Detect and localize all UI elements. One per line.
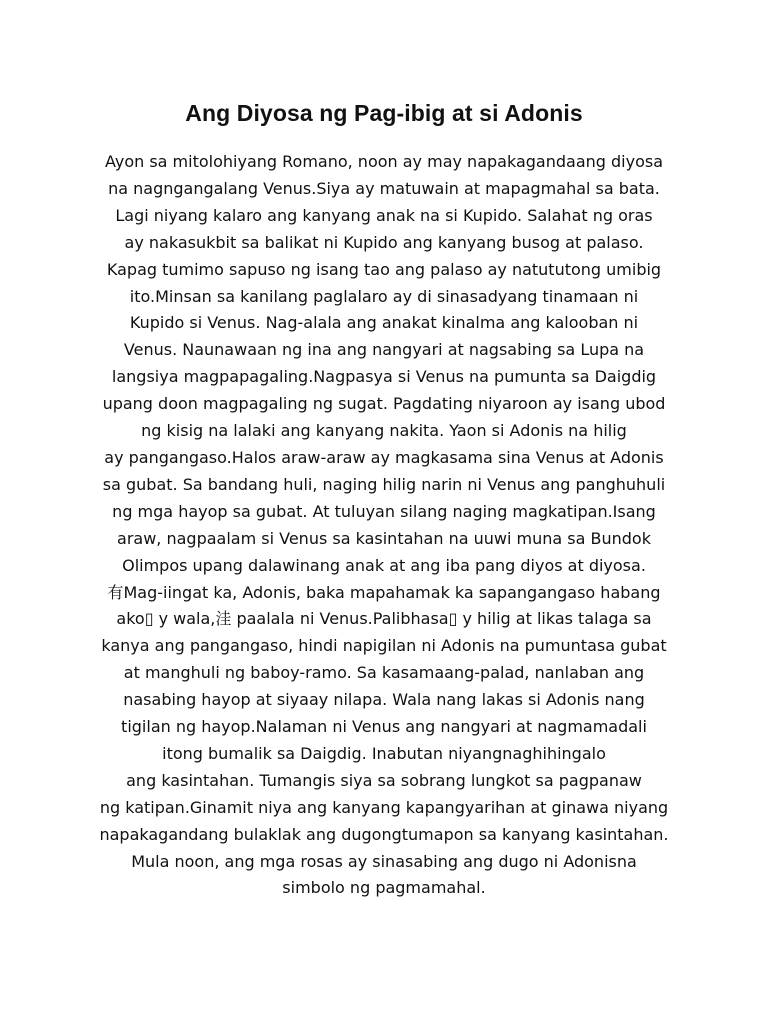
body-line: kanya ang pangangaso, hindi napigilan ni Adonis na pumuntasa gubat — [101, 636, 667, 656]
body-line: langsiya magpapagaling.Nagpasya si Venus na pumunta sa Daigdig — [111, 367, 657, 387]
body-line: napakagandang bulaklak ang dugongtumapon sa kanyang kasintahan. — [99, 824, 669, 844]
body-line: ng kisig na lalaki ang kanyang nakita. Yaon si Adonis na hilig — [141, 421, 627, 441]
body-line: 有Mag-iingat ka, Adonis, baka mapahamak ka sapangangaso habang — [107, 582, 661, 602]
body-line: Ayon sa mitolohiyang Romano, noon ay may napakagandaang diyosa — [104, 152, 663, 171]
body-line: ang kasintahan. Tumangis siya sa sobrang lungkot sa pagpanaw — [126, 770, 642, 790]
document-body — [72, 149, 696, 902]
body-line: ito.Minsan sa kanilang paglalaro ay di sinasadyang tinamaan ni — [129, 286, 639, 306]
body-line: ay nakasukbit sa balikat ni Kupido ang kanyang busog at palaso. — [124, 232, 644, 252]
body-line: simbolo ng pagmamahal. — [282, 878, 486, 898]
body-line: nasabing hayop at siyaay nilapa. Wala nang lakas si Adonis nang — [123, 690, 645, 710]
document-title: Ang Diyosa ng Pag-ibig at si Adonis — [185, 100, 583, 126]
body-line: at manghuli ng baboy-ramo. Sa kasamaang-palad, nanlaban ang — [123, 663, 645, 683]
body-line: Kapag tumimo sapuso ng isang tao ang palaso ay natututong umibig — [106, 259, 662, 279]
body-line: araw, nagpaalam si Venus sa kasintahan na uuwi muna sa Bundok — [117, 528, 651, 548]
body-line: sa gubat. Sa bandang huli, naging hilig narin ni Venus ang panghuhuli — [102, 474, 666, 494]
body-line: na nagngangalang Venus.Siya ay matuwain at mapagmahal sa bata. — [108, 178, 660, 198]
body-line: ng mga hayop sa gubat. At tuluyan silang naging magkatipan.Isang — [112, 501, 656, 521]
body-line: itong bumalik sa Daigdig. Inabutan niyangnaghihingalo — [162, 743, 606, 763]
body-line: Mula noon, ang mga rosas ay sinasabing ang dugo ni Adonisna — [131, 851, 637, 871]
body-line: Lagi niyang kalaro ang kanyang anak na si Kupido. Salahat ng oras — [115, 205, 653, 225]
body-line: Venus. Naunawaan ng ina ang nangyari at nagsabing sa Lupa na — [123, 340, 645, 360]
body-line: Kupido si Venus. Nag-alala ang anakat kinalma ang kalooban ni — [129, 313, 639, 333]
body-line: tigilan ng hayop.Nalaman ni Venus ang nangyari at nagmamadali — [121, 717, 647, 737]
body-line: Olimpos upang dalawinang anak at ang iba pang diyos at diyosa. — [122, 555, 646, 575]
body-line: ng katipan.Ginamit niya ang kanyang kapangyarihan at ginawa niyang — [99, 797, 669, 817]
body-line: ako▯ y wala,洼 paalala ni Venus.Palibhasa▯ y hilig at likas talaga sa — [116, 609, 652, 629]
body-line: ay pangangaso.Halos araw-araw ay magkasama sina Venus at Adonis — [104, 447, 664, 467]
body-line: upang doon magpagaling ng sugat. Pagdating niyaroon ay isang ubod — [102, 394, 666, 414]
